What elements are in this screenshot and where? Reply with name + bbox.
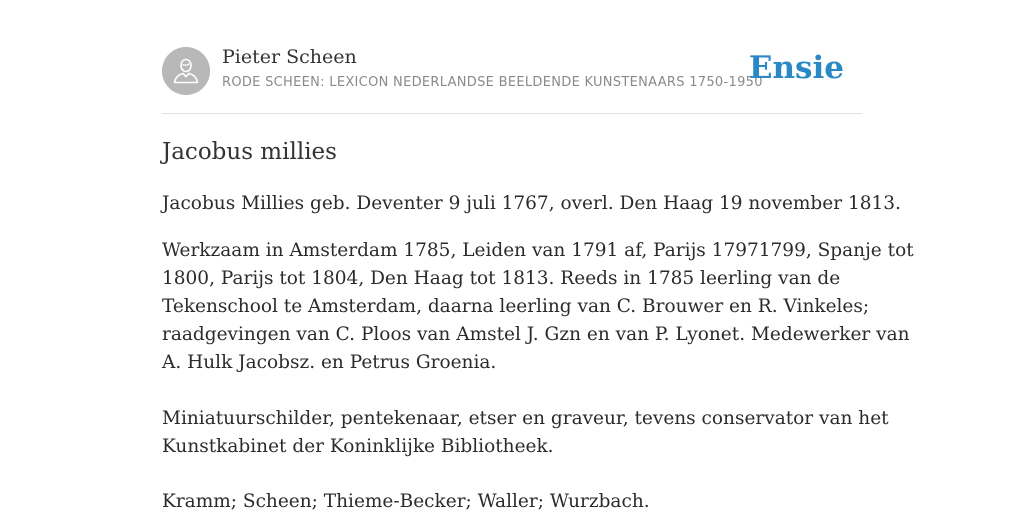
- paragraph-line: Kunstkabinet der Koninklijke Bibliotheek.: [162, 436, 554, 457]
- article-header: [162, 46, 862, 96]
- header-divider: [162, 113, 862, 114]
- article-paragraph-birth: [162, 190, 901, 218]
- author-name[interactable]: Pieter Scheen: [222, 46, 357, 68]
- article-paragraph-profession: [162, 405, 889, 461]
- paragraph-line: Tekenschool te Amsterdam, daarna leerling van C. Brouwer en R. Vinkeles;: [162, 296, 870, 317]
- source-title[interactable]: RODE SCHEEN: LEXICON NEDERLANDSE BEELDENDE KUNSTENAARS 1750-1950: [222, 75, 763, 90]
- ensie-logo[interactable]: Ensie: [748, 50, 844, 86]
- paragraph-line: raadgevingen van C. Ploos van Amstel J. Gzn en van P. Lyonet. Medewerker van: [162, 324, 910, 345]
- paragraph-line: Kramm; Scheen; Thieme-Becker; Waller; Wurzbach.: [162, 491, 650, 512]
- paragraph-line: Miniatuurschilder, pentekenaar, etser en graveur, tevens conservator van het: [162, 408, 889, 429]
- article-paragraph-sources: [162, 488, 852, 512]
- author-avatar[interactable]: [162, 47, 210, 95]
- article-paragraph-career: [162, 237, 914, 377]
- paragraph-line: Jacobus Millies geb. Deventer 9 juli 1767, overl. Den Haag 19 november 1813.: [162, 193, 901, 214]
- paragraph-line: 1800, Parijs tot 1804, Den Haag tot 1813. Reeds in 1785 leerling van de: [162, 268, 841, 289]
- article-title: Jacobus millies: [162, 139, 337, 165]
- paragraph-line: Werkzaam in Amsterdam 1785, Leiden van 1791 af, Parijs 17971799, Spanje tot: [162, 240, 914, 261]
- paragraph-line: A. Hulk Jacobsz. en Petrus Groenia.: [162, 352, 497, 373]
- user-icon: [162, 47, 210, 95]
